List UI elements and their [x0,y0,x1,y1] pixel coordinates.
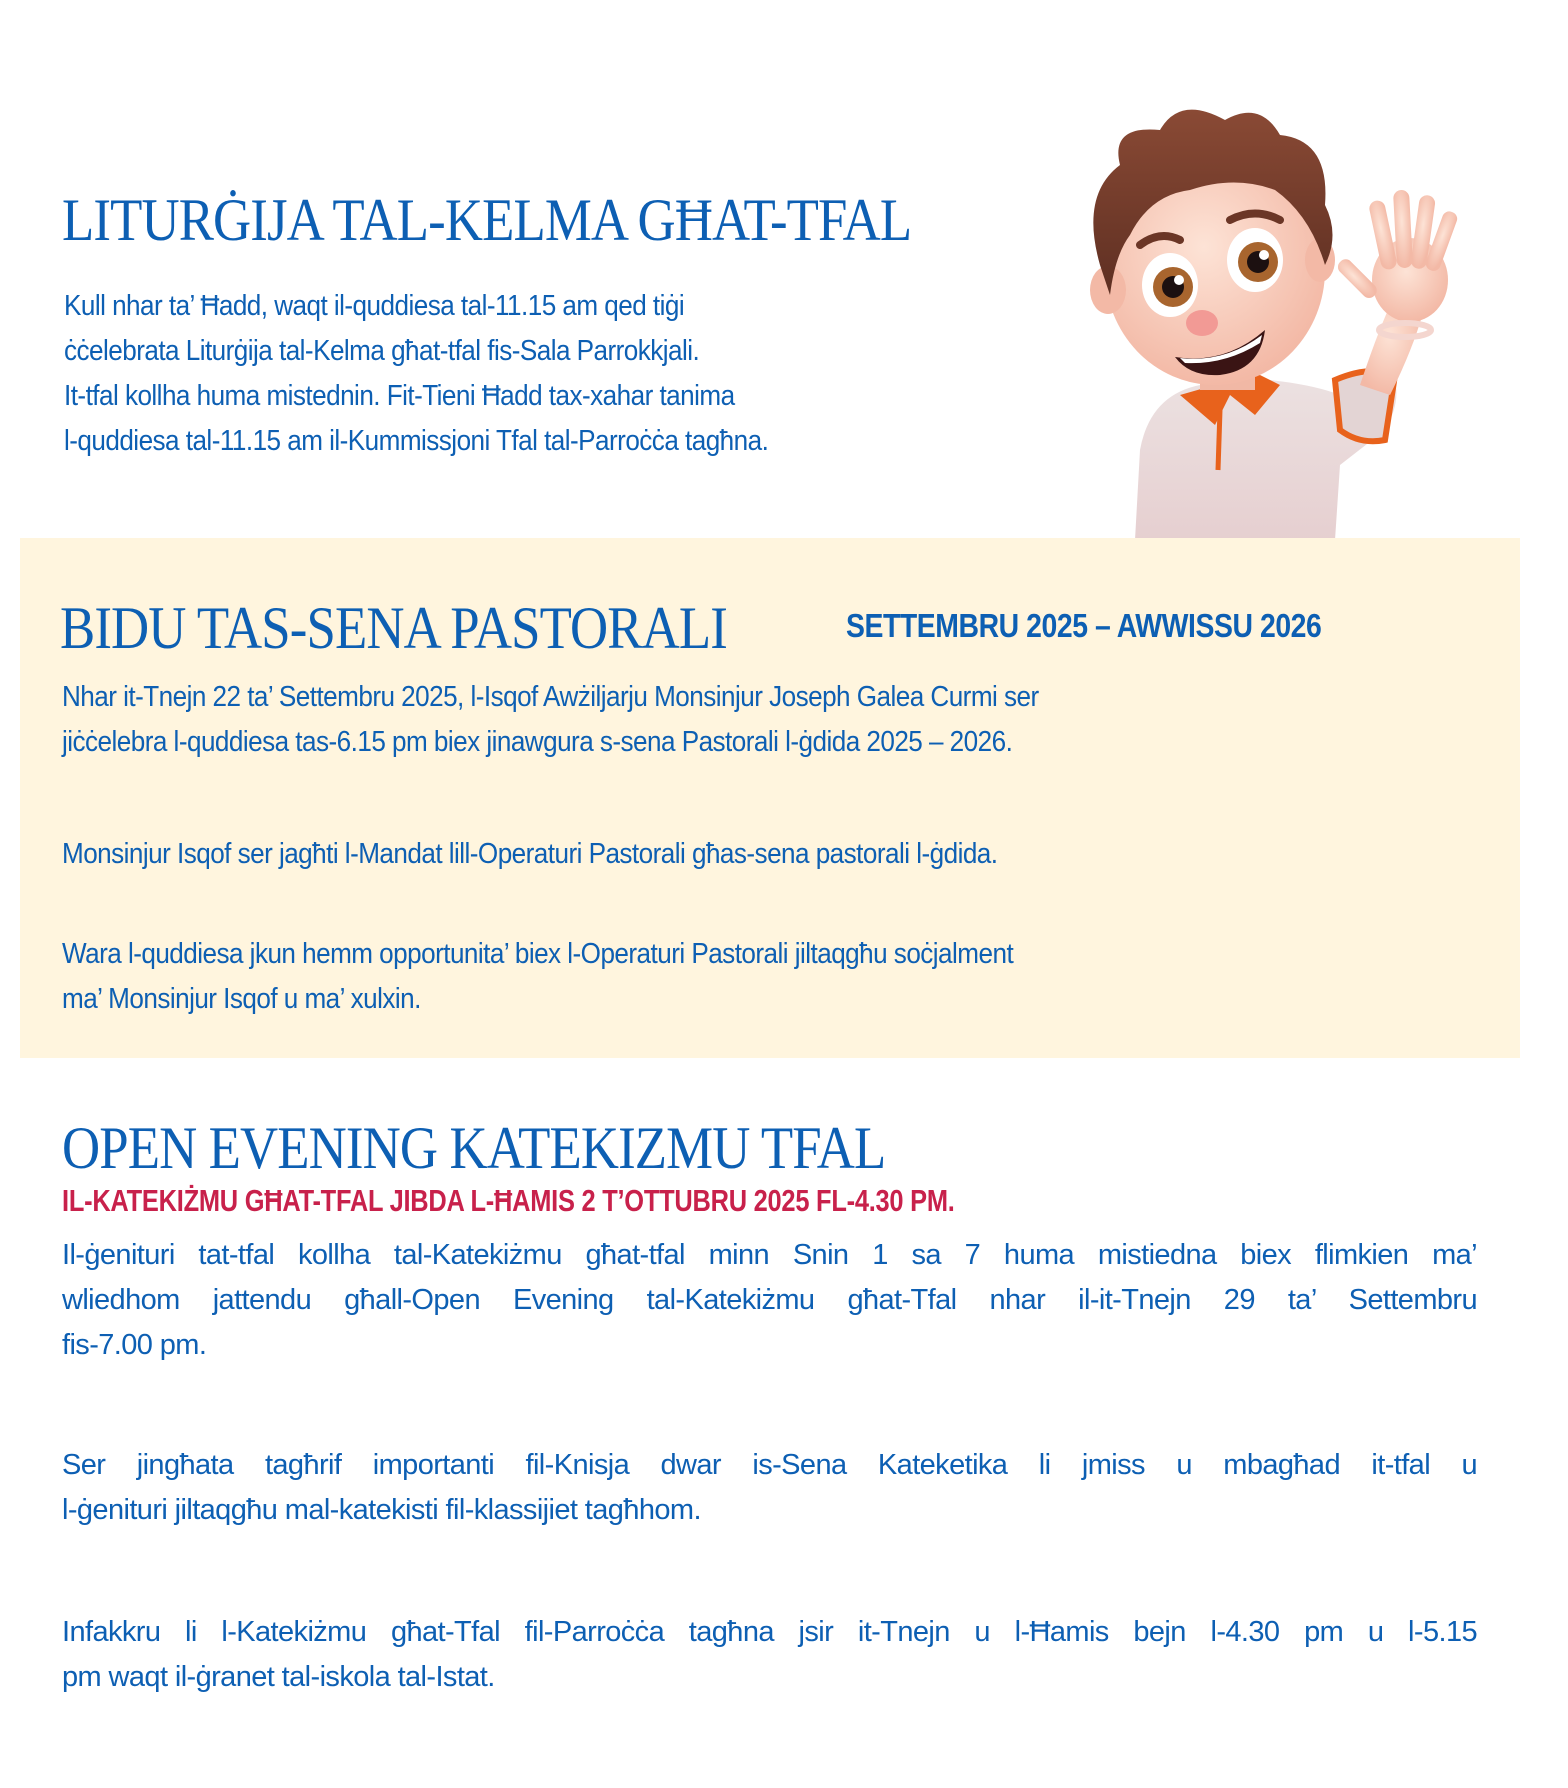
section-announcement: IL-KATEKIŻMU GĦAT-TFAL JIBDA L-ĦAMIS 2 T’OTTUBRU 2025 FL-4.30 PM. [62,1183,955,1218]
eye-right-icon [1227,228,1283,292]
body-line: l-quddiesa tal-11.15 am il-Kummissjoni Tfal tal-Parroċċa tagħna. [64,425,769,457]
body-line: ma’ Monsinjur Isqof u ma’ xulxin. [62,983,421,1015]
section-date-range: SETTEMBRU 2025 – AWWISSU 2026 [846,607,1322,644]
eye-left-icon [1142,253,1198,317]
waving-boy-illustration [1040,95,1480,540]
body-line: Il-ġenituri tat-tfal kollha tal-Katekiżmu għat-tfal minn Snin 1 sa 7 huma mistiedna biex flimkien ma’ [62,1239,1477,1271]
paragraph [62,675,1039,765]
body-line: wliedhom jattendu għall-Open Evening tal-Katekiżmu għat-Tfal nhar il-it-Tnejn 29 ta’ Settembru [62,1284,1477,1316]
body-line: Kull nhar ta’ Ħadd, waqt il-quddiesa tal-11.15 am qed tiġi [64,290,685,322]
paragraph [62,1233,1477,1368]
paragraph [62,1443,1477,1533]
waving-hand-icon [1335,190,1459,337]
section-body [64,284,768,464]
paragraph [62,1610,1477,1700]
body-line: Nhar it-Tnejn 22 ta’ Settembru 2025, l-Isqof Awżiljarju Monsinjur Joseph Galea Curmi ser [62,681,1039,713]
body-line: It-tfal kollha huma mistednin. Fit-Tieni Ħadd tax-xahar tanima [64,380,735,412]
body-line: ċċelebrata Liturġija tal-Kelma għat-tfal fis-Sala Parrokkjali. [64,335,700,367]
paragraph [62,832,998,877]
body-line: Monsinjur Isqof ser jagħti l-Mandat lill-Operaturi Pastorali għas-sena pastorali l-ġdida. [62,838,998,870]
paragraph [62,932,1013,1022]
body-line: fis-7.00 pm. [62,1329,207,1361]
body-line: l-ġenituri jiltaqgħu mal-katekisti fil-klassijiet tagħhom. [62,1494,701,1526]
body-line: Infakkru li l-Katekiżmu għat-Tfal fil-Parroċċa tagħna jsir it-Tnejn u l-Ħamis bejn l-4.30 pm u l-5.15 [62,1616,1477,1648]
body-line: pm waqt il-ġranet tal-iskola tal-Istat. [62,1661,495,1693]
body-line: jiċċelebra l-quddiesa tas-6.15 pm biex jinawgura s-sena Pastorali l-ġdida 2025 – 2026. [62,726,1013,758]
body-line: Wara l-quddiesa jkun hemm opportunita’ biex l-Operaturi Pastorali jiltaqgħu soċjalment [62,938,1014,970]
body-line: Ser jingħata tagħrif importanti fil-Knisja dwar is-Sena Kateketika li jmiss u mbagħad it-tfal u [62,1449,1477,1481]
section-title: OPEN EVENING KATEKIZMU TFAL [62,1115,886,1181]
section-title: BIDU TAS-SENA PASTORALI [60,595,727,661]
section-title: LITURĠIJA TAL-KELMA GĦAT-TFAL [62,187,912,253]
